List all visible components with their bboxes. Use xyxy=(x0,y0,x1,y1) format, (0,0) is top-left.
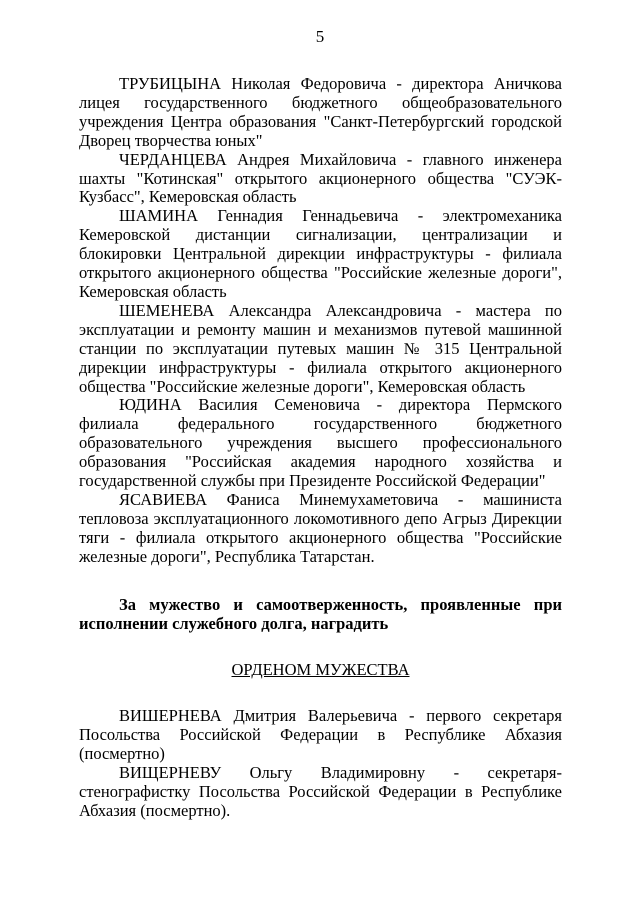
award-entry-yasaviev: ЯСАВИЕВА Фаниса Минемухаметовича - машиниста тепловоза эксплуатационного локомотивного депо Агрыз Дирекции тяги - филиала открытого акционерного общества "Российские железные дороги", Республика Татарстан. xyxy=(79,489,562,566)
award-entry-shemenev: ШЕМЕНЕВА Александра Александровича - мастера по эксплуатации и ремонту машин и механизмов путевой машинной станции по эксплуатации путевых машин № 315 Центральной дирекции инфраструктуры - филиала открытого акционерного общества "Российские железные дороги", Кемеровская область xyxy=(79,300,562,396)
decree-heading: За мужество и самоотверженность, проявленные при исполнении служебного долга, наградить xyxy=(79,594,562,633)
document-body xyxy=(79,75,562,821)
award-entry-yudin: ЮДИНА Василия Семеновича - директора Пермского филиала федерального государственного бюджетного образовательного учреждения высшего профессионального образования "Российская академия народного хозяйства и государственной службы при Президенте Российской Федерации" xyxy=(79,395,562,491)
page-number: 5 xyxy=(315,27,325,46)
award-title: ОРДЕНОМ МУЖЕСТВА xyxy=(231,659,410,679)
award-entry-chertantsev: ЧЕРДАНЦЕВА Андрея Михайловича - главного инженера шахты "Котинская" открытого акционерного общества "СУЭК-Кузбасс", Кемеровская область xyxy=(79,149,562,207)
award-entry-vishernev: ВИШЕРНЕВА Дмитрия Валерьевича - первого секретаря Посольства Российской Федерации в Республике Абхазия (посмертно) xyxy=(79,706,562,764)
award-entry-vishcherneva: ВИЩЕРНЕВУ Ольгу Владимировну - секретаря-стенографистку Посольства Российской Федерации в Республике Абхазия (посмертно). xyxy=(79,763,562,820)
award-entry-shamin: ШАМИНА Геннадия Геннадьевича - электромеханика Кемеровской дистанции сигнализации, централизации и блокировки Центральной дирекции инфраструктуры - филиала открытого акционерного общества "Российские железные дороги", Кемеровская область xyxy=(79,206,562,301)
award-entry-trubitsyn: ТРУБИЦЫНА Николая Федоровича - директора Аничкова лицея государственного бюджетного общеобразовательного учреждения Центра образования "Санкт-Петербургский городской Дворец творчества юных" xyxy=(79,74,562,150)
